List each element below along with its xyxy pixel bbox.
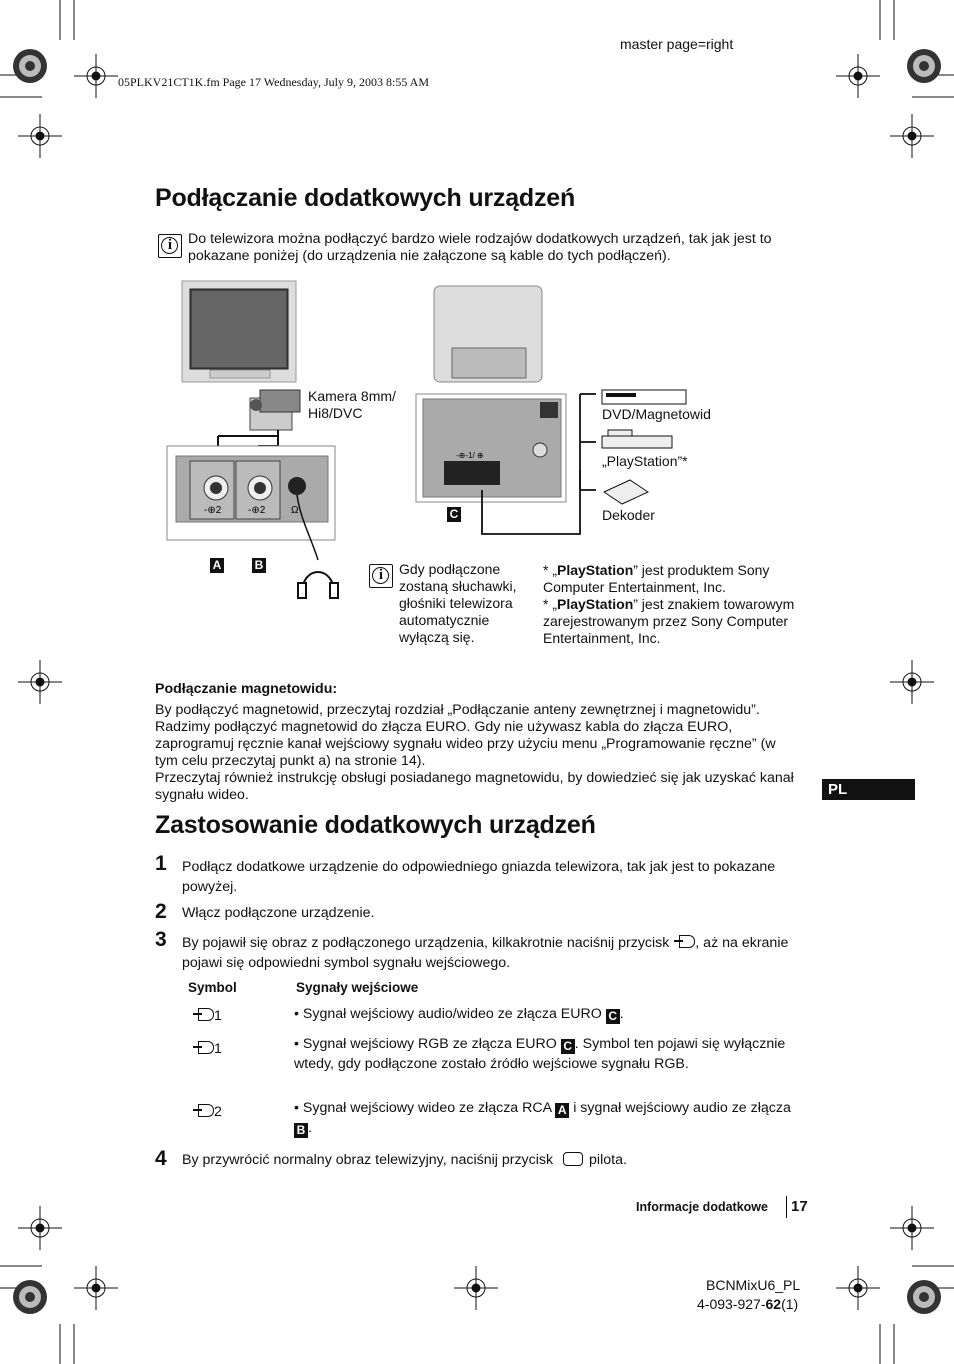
page-number: 17	[791, 1198, 808, 1215]
dvd-illustration	[602, 390, 686, 404]
step-text: Podłącz dodatkowe urządzenie do odpowiedniego gniazda telewizora, tak jak jest to pokazane powyżej.	[182, 859, 776, 895]
table-row-symbol: 1	[198, 1008, 222, 1025]
table-header-symbol: Symbol	[188, 980, 237, 995]
playstation-illustration	[602, 430, 672, 448]
headphones-info-icon: i	[369, 564, 393, 588]
decoder-label: Dekoder	[602, 507, 655, 523]
table-row-symbol: 1	[192, 1041, 222, 1058]
camera-illustration	[250, 390, 300, 430]
decoder-illustration	[604, 480, 648, 504]
input-button-icon	[679, 935, 695, 948]
connector-c-label: C	[606, 1009, 620, 1024]
step-text: By pojawił się obraz z podłączonego urządzenia, kilkakrotnie naciśnij przycisk , aż na ekranie pojawi się odpowiedni symbol sygnału wejściowego.	[182, 935, 789, 971]
step-number: 4	[155, 1147, 167, 1170]
connector-b-label: B	[252, 558, 266, 573]
av-input-1-icon	[198, 1008, 214, 1021]
language-tab: PL	[822, 779, 915, 800]
connector-b-label: B	[294, 1123, 308, 1138]
step-number: 2	[155, 900, 167, 923]
document-code: BCNMixU6_PL	[706, 1277, 801, 1293]
table-header-signals: Sygnały wejściowe	[296, 980, 419, 995]
vcr-text: By podłączyć magnetowid, przeczytaj rozdział „Podłączanie anteny zewnętrznej i magnetowidu”. Radzimy podłączyć magnetowid do złącza EURO. Gdy nie używasz kabla do złącza EURO, zaprogramuj ręcznie kanał wejściowy sygnału wideo przy użyciu menu „Programowanie ręczne” (w tym celu przeczytaj punkt a) na stronie 14).	[155, 702, 776, 769]
svg-text:Ω: Ω	[291, 505, 299, 516]
tv-back-illustration	[434, 286, 542, 382]
connector-a-label: A	[210, 558, 224, 573]
svg-text:-⊕2: -⊕2	[248, 505, 266, 516]
svg-text:-⊕-1/ ⊕: -⊕-1/ ⊕	[456, 451, 484, 460]
info-icon: i	[158, 234, 182, 258]
svg-text:-⊕2: -⊕2	[204, 505, 222, 516]
section-title: Zastosowanie dodatkowych urządzeń	[155, 811, 596, 839]
headphones-illustration	[298, 572, 338, 598]
vcr-text-2: Przeczytaj również instrukcję obsługi posiadanego magnetowidu, by dowiedzieć się jak uzyskać kanał sygnału wideo.	[155, 770, 794, 803]
dvd-label: DVD/Magnetowid	[602, 406, 711, 422]
tv-button-icon	[563, 1152, 583, 1166]
table-row-text: • Sygnał wejściowy RGB ze złącza EURO C . Symbol ten pojawi się wyłącznie wtedy, gdy podłączone zostało źródło wejściowe sygnału RGB.	[294, 1036, 786, 1072]
av-input-2-icon	[198, 1104, 214, 1117]
step-number: 3	[155, 928, 167, 951]
step-text: By przywrócić normalny obraz telewizyjny, naciśnij przycisk pilota.	[182, 1152, 627, 1168]
connection-diagram	[160, 278, 760, 608]
footer-divider	[786, 1196, 787, 1218]
part-number: 4-093-927-62(1)	[697, 1296, 799, 1312]
step-number: 1	[155, 852, 167, 875]
step-text: Włącz podłączone urządzenie.	[182, 905, 375, 921]
file-info-line: 05PLKV21CT1K.fm Page 17 Wednesday, July 9, 2003 8:55 AM	[118, 75, 430, 89]
footnote-1: * „PlayStation” jest produktem Sony Computer Entertainment, Inc.	[543, 562, 770, 595]
table-row-text: • Sygnał wejściowy audio/wideo ze złącza EURO C .	[294, 1006, 624, 1023]
page-title: Podłączanie dodatkowych urządzeń	[155, 184, 576, 212]
camera-label: Kamera 8mm/ Hi8/DVC	[308, 388, 396, 421]
headphones-note: Gdy podłączone zostaną słuchawki, głośniki telewizora automatycznie wyłączą się.	[399, 561, 517, 645]
connector-a-label: A	[555, 1103, 569, 1118]
rgb-input-1-icon	[198, 1041, 214, 1054]
table-row-symbol: 2	[198, 1104, 222, 1121]
master-page-label: master page=right	[620, 36, 734, 52]
connector-c-label: C	[447, 507, 461, 522]
connector-c-label: C	[561, 1039, 575, 1054]
table-row-text: • Sygnał wejściowy wideo ze złącza RCA A i sygnał wejściowy audio ze złącza B .	[294, 1100, 791, 1137]
tv-front-illustration	[182, 281, 296, 382]
footer-section-label: Informacje dodatkowe	[636, 1200, 768, 1214]
intro-text: Do telewizora można podłączyć bardzo wiele rodzajów dodatkowych urządzeń, tak jak jest to pokazane poniżej (do urządzenia nie załączone są kable do tych podłączeń).	[188, 231, 772, 264]
playstation-label: „PlayStation”*	[602, 453, 688, 469]
footnote-2: * „PlayStation” jest znakiem towarowym zarejestrowanym przez Sony Computer Entertainment, Inc.	[543, 596, 795, 646]
vcr-heading: Podłączanie magnetowidu:	[155, 681, 338, 697]
